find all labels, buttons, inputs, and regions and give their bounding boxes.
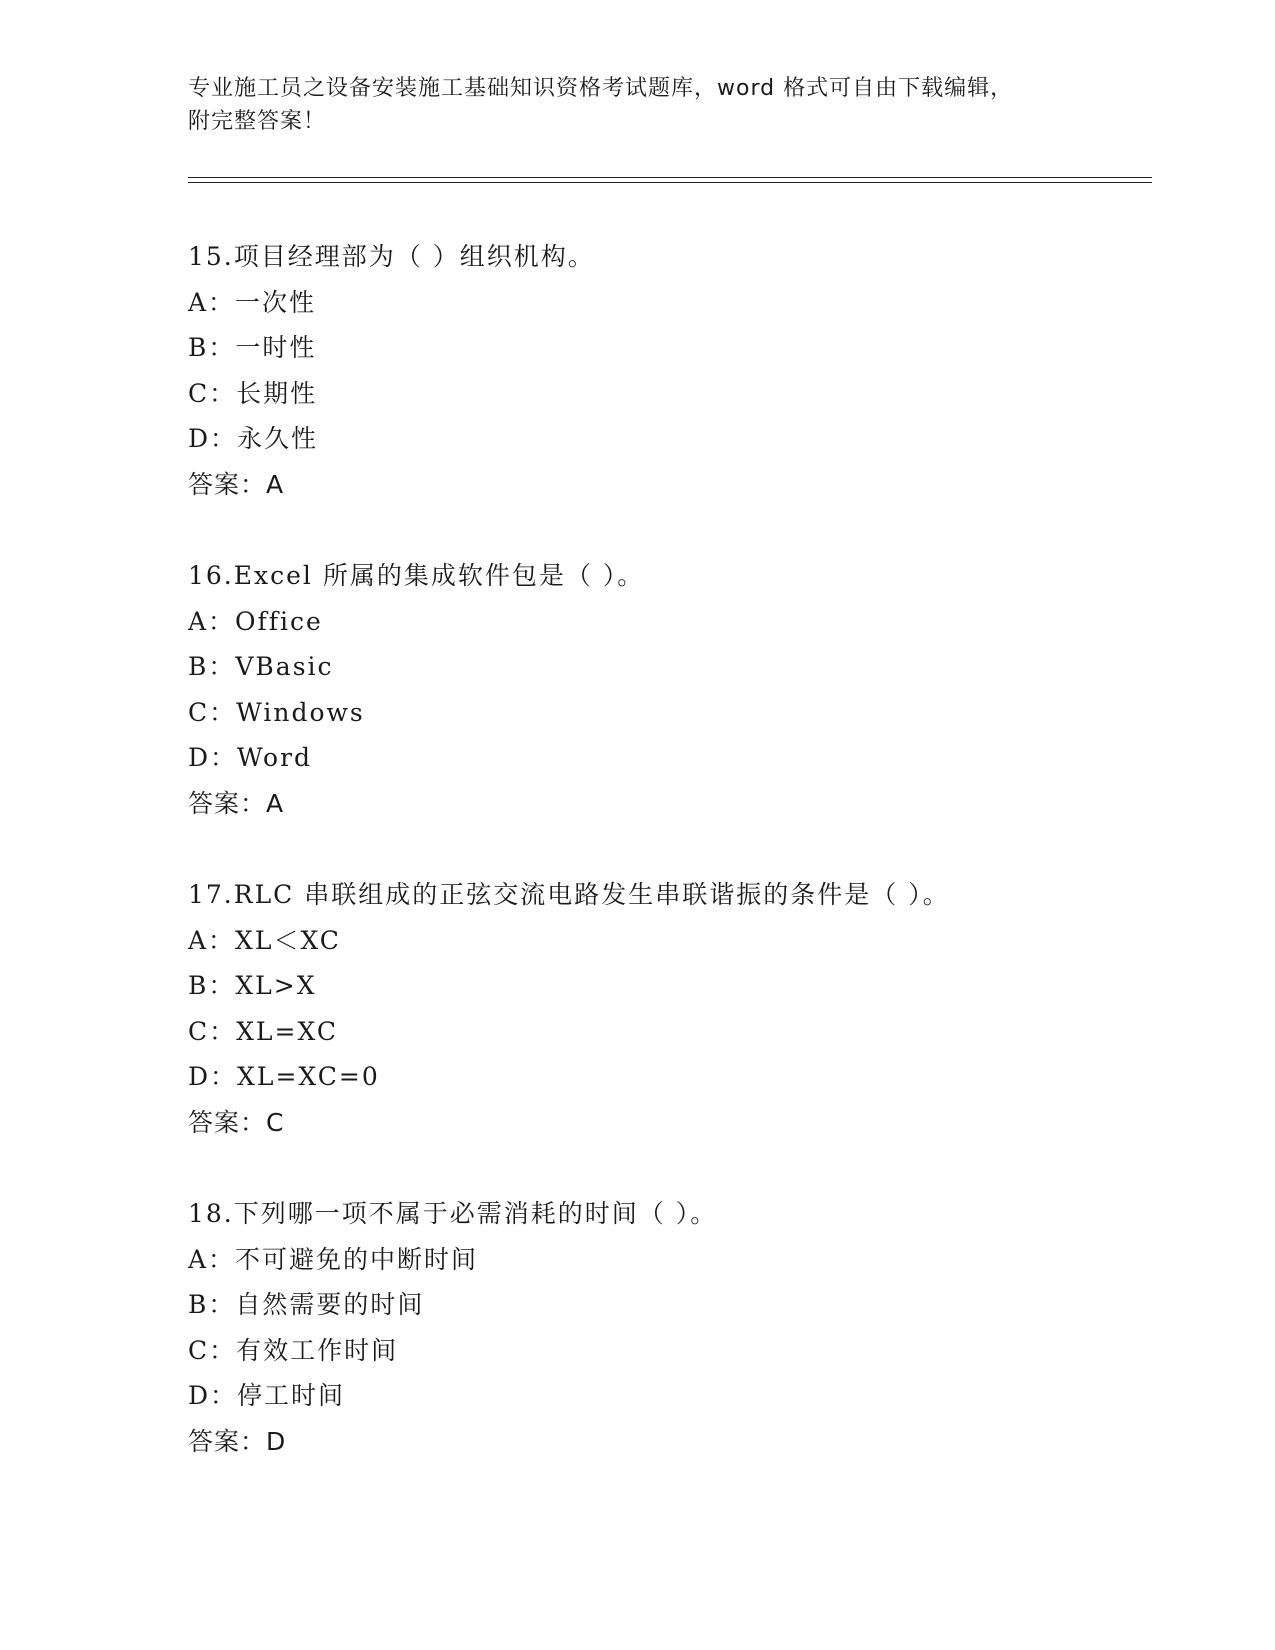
- option-d: D：停工时间: [188, 1381, 346, 1410]
- question-stem: 18.下列哪一项不属于必需消耗的时间（ ）。: [188, 1199, 718, 1228]
- question-block: [188, 872, 1148, 1145]
- option-c: C：XL=XC: [188, 1016, 338, 1046]
- option-b: B：XL>X: [188, 971, 317, 1000]
- header-line-1: 专业施工员之设备安装施工基础知识资格考试题库，word 格式可自由下载编辑，: [188, 76, 1014, 101]
- option-b: B：一时性: [188, 333, 317, 362]
- option-c: C：长期性: [188, 378, 318, 408]
- answer-line: 答案：D: [188, 1426, 287, 1456]
- question-stem: 17.RLC 串联组成的正弦交流电路发生串联谐振的条件是（ ）。: [188, 880, 950, 909]
- option-a: A：XL＜XC: [188, 925, 341, 955]
- header-line-2: 附完整答案！: [188, 109, 327, 134]
- option-a: A：不可避免的中断时间: [188, 1244, 479, 1274]
- answer-line: 答案：A: [188, 469, 285, 499]
- option-b: B：自然需要的时间: [188, 1290, 425, 1319]
- answer-line: 答案：A: [188, 788, 285, 818]
- header-divider-bottom: [188, 182, 1152, 183]
- question-block: [188, 234, 1148, 507]
- option-a: A：Office: [188, 606, 323, 636]
- option-c: C：Windows: [188, 697, 365, 727]
- option-b: B：VBasic: [188, 652, 334, 681]
- question-stem: 16.Excel 所属的集成软件包是（ ）。: [188, 561, 645, 590]
- option-d: D：XL=XC=0: [188, 1062, 380, 1091]
- question-block: [188, 1191, 1148, 1464]
- header-divider-top: [188, 177, 1152, 178]
- question-stem: 15.项目经理部为（ ）组织机构。: [188, 242, 595, 271]
- option-d: D：Word: [188, 743, 313, 772]
- option-d: D：永久性: [188, 424, 319, 453]
- option-c: C：有效工作时间: [188, 1335, 399, 1365]
- option-a: A：一次性: [188, 287, 317, 317]
- document-header: [188, 72, 1088, 138]
- question-block: [188, 553, 1148, 826]
- answer-line: 答案：C: [188, 1107, 285, 1137]
